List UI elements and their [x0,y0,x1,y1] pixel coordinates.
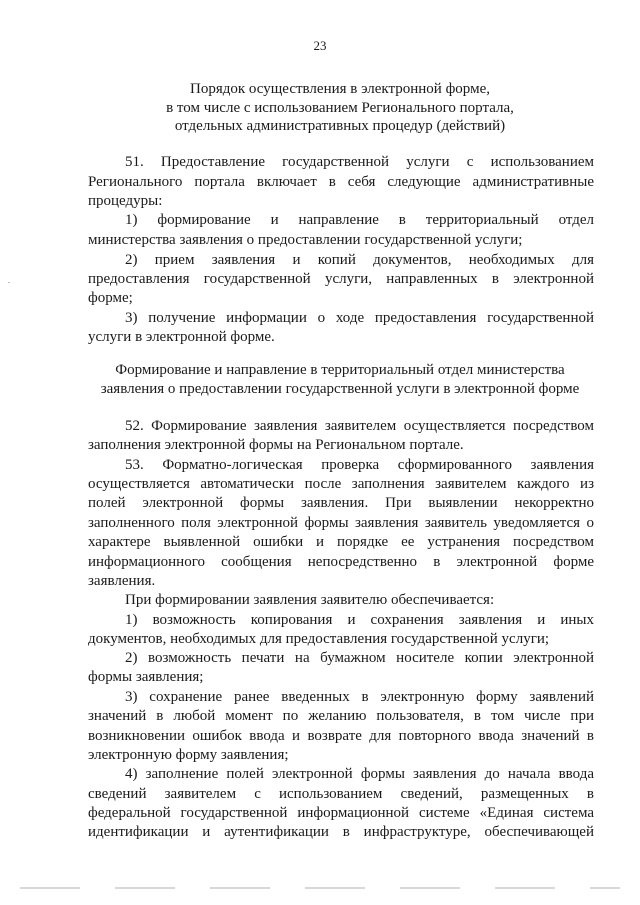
paragraph-line: заполненного поля электронной формы заявления заявитель уведомляется о [88,515,594,531]
paragraph-line: характере выявленной ошибки и порядке ее устранения посредством [88,534,594,550]
paragraph-line: федеральной государственной информационной системе «Единая система [88,805,594,821]
paragraph-line: 2) возможность печати на бумажном носителе копии электронной [125,650,594,666]
paragraph-line: услуги в электронной форме. [88,329,275,345]
paragraph-line: 1) возможность копирования и сохранения заявления и иных [125,612,594,628]
paragraph-line: формы заявления; [88,669,204,685]
paragraph-line: осуществляется автоматически после заполнения заявителем каждого из [88,476,594,492]
paragraph-line: электронную форму заявления; [88,747,289,763]
paragraph-line: идентификации и аутентификации в инфраструктуре, обеспечивающей [88,824,594,840]
paragraph-line: заполнения электронной формы на Региональном портале. [88,437,464,453]
paragraph-line: возникновении ошибок ввода и возврате для повторного ввода значений в [88,728,594,744]
paragraph-line: заявления. [88,573,156,589]
heading-line: Порядок осуществления в электронной форме, [190,81,490,97]
section-heading-application-forming [80,361,600,398]
paragraph-line: процедуры: [88,193,163,209]
scan-edge-mark [8,282,10,283]
paragraph-line: 3) сохранение ранее введенных в электронную форму заявлений [125,689,594,705]
heading-line: в том числе с использованием Регионального портала, [166,99,514,116]
paragraph-line: сведений заявителем с использованием сведений, размещенных в [88,786,594,802]
scan-footer-artifact [20,887,620,889]
paragraph-line: 51. Предоставление государственной услуги с использованием [125,154,594,170]
paragraph-line: министерства заявления о предоставлении государственной услуги; [88,232,523,248]
heading-line: отдельных административных процедур (действий) [174,118,506,134]
paragraph-line: значений в любой момент по желанию пользователя, в том числе при [88,708,594,724]
paragraph-line: 1) формирование и направление в территориальный отдел [125,212,594,228]
paragraph-line: форме; [88,290,133,306]
section-heading-electronic-procedures [80,80,600,136]
paragraph-line: информационного сообщения непосредственно в электронной форме [88,554,594,570]
heading-line: заявления о предоставлении государственной услуги в электронной форме [100,380,580,397]
paragraph-line: При формировании заявления заявителю обеспечивается: [125,592,495,608]
paragraph-line: документов, необходимых для предоставления государственной услуги; [88,631,550,647]
paragraph-line: 2) прием заявления и копий документов, необходимых для [125,252,594,268]
paragraph-line: 3) получение информации о ходе предоставления государственной [125,310,594,326]
paragraph-line: Регионального портала включает в себя следующие административные [88,174,594,190]
paragraph-line: предоставления государственной услуги, направленных в электронной [88,271,594,287]
page-number: 23 [313,38,327,53]
heading-line: Формирование и направление в территориальный отдел министерства [115,362,565,378]
paragraph-line: полей электронной формы заявления. При выявлении некорректно [88,495,594,511]
paragraph-line: 53. Форматно-логическая проверка сформированного заявления [125,457,594,473]
paragraph-line: 4) заполнение полей электронной формы заявления до начала ввода [125,766,594,782]
paragraph-line: 52. Формирование заявления заявителем осуществляется посредством [125,418,594,434]
